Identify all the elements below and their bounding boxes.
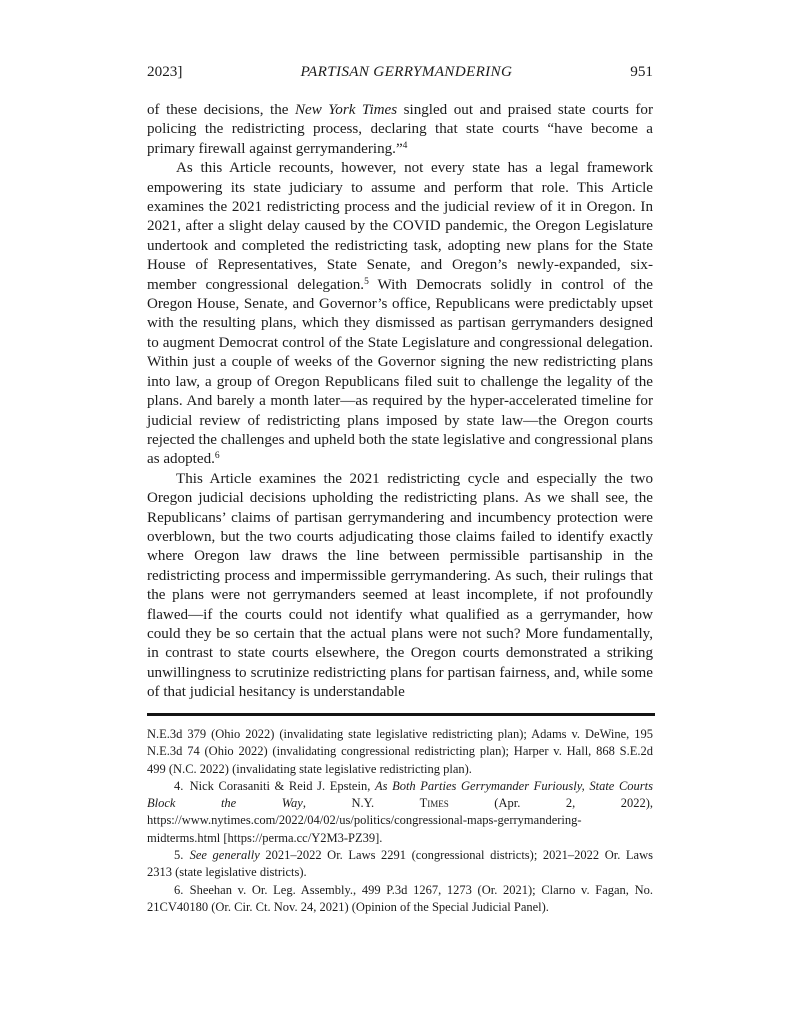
header-page-number: 951: [630, 63, 653, 80]
text-run: of these decisions, the: [147, 102, 295, 118]
paragraph-2: [147, 159, 653, 470]
italic-run: See generally: [189, 848, 260, 863]
footnote-marker: 6: [214, 451, 220, 462]
footnote-6: [147, 882, 653, 917]
text-run: This Article examines the 2021 redistricting cycle and especially the two Oregon judicial decisions upholding the redistricting plans. As we shall see, the Republicans’ claims of partisan gerrymandering and incumbency protection were overblown, but the two courts adjudicating those claims failed to identify exactly where Oregon law draws the line between permissible partisanship in the redistricting process and impermissible gerrymandering. As such, their rulings that the plans were not gerrymanders seemed at least incomplete, if not profoundly flawed—if the courts could not identify what qualified as a gerrymander, how could they be so certain that the actual plans were not such? More fundamentally, in contrast to state courts elsewhere, the Oregon courts demonstrated a striking unwillingness to scrutinize redistricting plans for partisan fairness, and, while some of that judicial hesitancy is understandable: [147, 470, 653, 701]
footnote-5: [147, 847, 653, 882]
footnote-4: [147, 778, 653, 847]
italic-run: New York Times: [294, 102, 398, 118]
text-run: 6. Sheehan v. Or. Leg. Assembly., 499 P.3d 1267, 1273 (Or. 2021); Clarno v. Fagan, No. 21CV40180 (Or. Cir. Ct. Nov. 24, 2021) (Opinion of the Special Judicial Panel).: [147, 882, 653, 914]
footnote-separator: [147, 713, 655, 716]
footnote-3-continuation: [147, 726, 653, 778]
text-run: (Apr. 2, 2022), https://www.nytimes.com/2022/04/02/us/politics/congressional-maps-gerrymandering-midterms.html [https://perma.cc/Y2M3-PZ39].: [147, 796, 653, 845]
paragraph-3: [147, 470, 653, 703]
running-title: PARTISAN GERRYMANDERING: [300, 63, 513, 80]
header-year: 2023]: [147, 63, 183, 80]
footnote-marker: 4: [402, 140, 408, 151]
smallcaps-run: Times: [419, 796, 449, 811]
running-header: [147, 63, 653, 81]
text-run: 4. Nick Corasaniti & Reid J. Epstein,: [174, 778, 375, 793]
paragraph-continuation: [147, 101, 653, 159]
text-run: , N.Y.: [302, 796, 420, 811]
footnote-marker: 5: [364, 276, 369, 287]
text-run: 2021–2022 Or. Laws 2291 (congressional districts); 2021–2022 Or. Laws 2313 (state legislative districts).: [147, 848, 653, 880]
text-run: As this Article recounts, however, not every state has a legal framework empowering its state judiciary to assume and perform that role. This Article examines the 2021 redistricting process and the judicial review of it in Oregon. In 2021, after a slight delay caused by the COVID pandemic, the Oregon Legislature undertook and completed the redistricting task, adopting new plans for the State House of Representatives, State Senate, and Oregon’s newly-expanded, six-member congressional delegation.: [147, 160, 653, 293]
text-run: singled out and praised state courts for policing the redistricting process, declaring that state courts “have become a primary firewall against gerrymandering.”: [147, 102, 653, 157]
footnotes: [147, 726, 653, 916]
text-run: N.E.3d 379 (Ohio 2022) (invalidating state legislative redistricting plan); Adams v. DeWine, 195 N.E.3d 74 (Ohio 2022) (invalidating congressional redistricting plan); Harper v. Hall, 868 S.E.2d 499 (N.C. 2022) (invalidating state legislative redistricting plan).: [147, 727, 653, 776]
text-run: With Democrats solidly in control of the Oregon House, Senate, and Governor’s office, Republicans were predictably upset with the resulting plans, which they dismissed as partisan gerrymanders designed to augment Democrat control of the State Legislature and congressional delegation. Within just a couple of weeks of the Governor signing the new redistricting plans into law, a group of Oregon Republicans filed suit to challenge the legality of the plans. And barely a month later—as required by the hyper-accelerated timeline for judicial review of redistricting plans imposed by state law—the Oregon courts rejected the challenges and upheld both the state legislative and congressional plans as adopted.: [147, 276, 653, 468]
article-body: [147, 101, 653, 703]
italic-run: As Both Parties Gerrymander Furiously, State Courts Block the Way: [147, 778, 653, 811]
text-run: 5.: [174, 848, 190, 863]
